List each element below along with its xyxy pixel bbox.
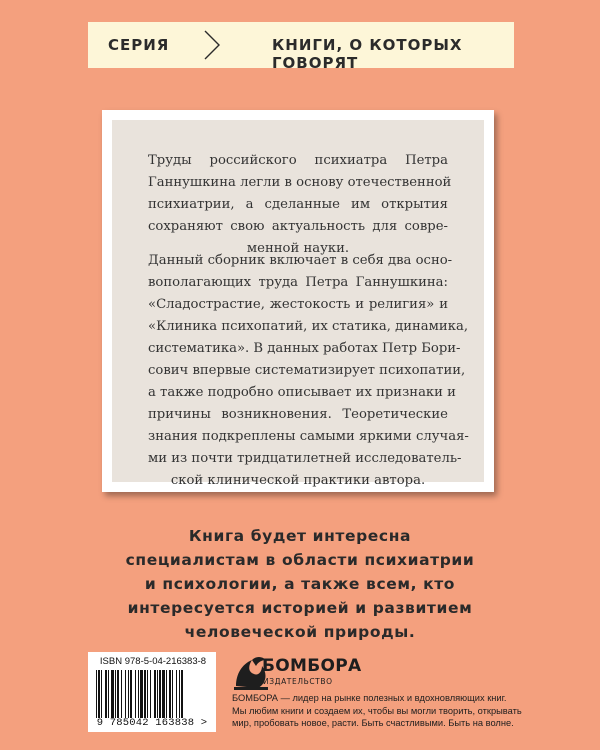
description-panel [112, 120, 484, 488]
text-line: систематика». В данных работах Петр Бори- [148, 341, 461, 356]
publisher-desc-line: БОМБОРА — лидер на рынке полезных и вдохновляющих книг. [232, 693, 507, 703]
text-line: Данный сборник включает в себя два осно- [148, 253, 453, 268]
description-frame [102, 110, 494, 492]
series-banner [88, 22, 514, 72]
barcode-icon [96, 670, 208, 718]
barcode-digits: 9 785042 163838 > [96, 717, 208, 729]
text-line: Труды российского психиатра Петра [148, 153, 448, 168]
promo-line: интересуется историей и развитием [127, 599, 473, 617]
isbn-number: ISBN 978-5-04-216383-8 [99, 656, 207, 667]
promo-line: Книга будет интересна [188, 527, 412, 545]
chevron-right-icon [200, 28, 224, 62]
text-line: «Сладострастие, жестокость и религия» и [148, 297, 448, 312]
publisher-description [232, 692, 528, 730]
series-label: СЕРИЯ [108, 36, 170, 54]
text-line: знания подкреплены самыми яркими случая- [148, 429, 469, 444]
text-line: ской клинической практики автора. [170, 473, 426, 488]
text-line: а также подробно описывает их признаки и [148, 385, 456, 400]
text-line: сович впервые систематизирует психопатии, [148, 363, 466, 378]
text-line: причины возникновения. Теоретические [148, 407, 448, 422]
text-line: вополагающих труда Петра Ганнушкина: [148, 275, 448, 290]
publisher-desc-line: мир, пробовать новое, расти. Быть счастливыми. Быть на волне. [232, 718, 514, 728]
text-line: психиатрии, а сделанные им открытия [148, 197, 448, 212]
description-paragraph-1 [148, 150, 452, 260]
publisher-desc-line: Мы любим книги и создаем их, чтобы вы могли творить, открывать [232, 705, 522, 716]
series-title: КНИГИ, О КОТОРЫХ ГОВОРЯТ [272, 36, 463, 72]
text-line: Ганнушкина легли в основу отечественной [148, 175, 452, 190]
promo-line: человеческой природы. [184, 623, 416, 641]
text-line: менной науки. [246, 241, 350, 256]
publisher-subtitle: ИЗДАТЕЛЬСТВО [263, 677, 333, 686]
promo-text [60, 524, 540, 644]
promo-line: специалистам в области психиатрии [125, 551, 475, 569]
isbn-barcode [88, 652, 216, 732]
promo-line: и психологии, а также всем, кто [144, 575, 456, 593]
text-line: «Клиника психопатий, их статика, динамика, [148, 319, 469, 334]
description-paragraph-2 [148, 250, 469, 492]
text-line: ми из почти тридцатилетней исследователь- [148, 451, 462, 466]
publisher-name: БОМБОРА [262, 656, 362, 676]
text-line: сохраняют свою актуальность для совре- [148, 219, 448, 234]
